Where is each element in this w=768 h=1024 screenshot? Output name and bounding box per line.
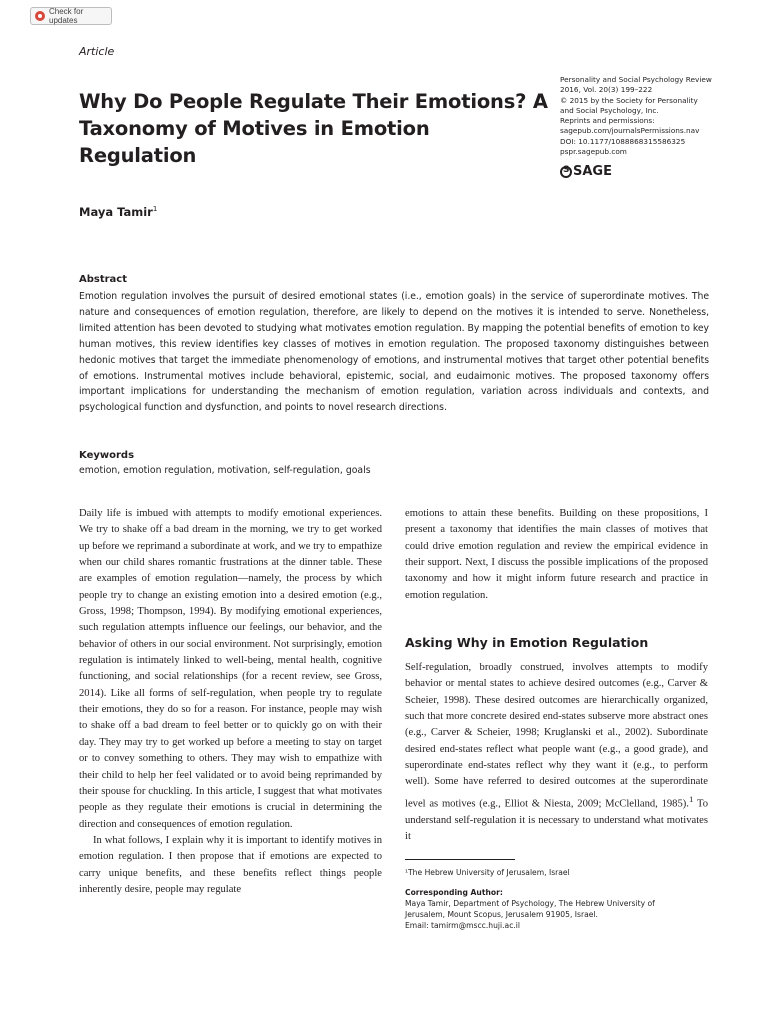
article-type-label: Article: [79, 45, 115, 58]
journal-info-line: Reprints and permissions:: [560, 116, 655, 126]
journal-info-line: sagepub.com/journalsPermissions.nav: [560, 126, 700, 136]
section-heading: Asking Why in Emotion Regulation: [405, 635, 649, 650]
sage-logo-icon: [560, 166, 572, 178]
body-paragraph: In what follows, I explain why it is important to identify motives in emotion regulation. I then propose that if emotions are expected to carry unique benefits, and these benefits reflect things people inherently desire, people may regulate: [79, 834, 382, 895]
affiliation-footnote: ¹The Hebrew University of Jerusalem, Israel: [405, 868, 570, 877]
journal-info-line: Personality and Social Psychology Review: [560, 75, 712, 84]
article-title: Why Do People Regulate Their Emotions? A Taxonomy of Motives in Emotion Regulation: [79, 90, 548, 167]
corresponding-author-line: Maya Tamir, Department of Psychology, The Hebrew University of: [405, 899, 655, 908]
keywords-heading: Keywords: [79, 450, 135, 461]
footnotes: [405, 867, 708, 931]
journal-info-line: © 2015 by the Society for Personality: [560, 95, 698, 105]
journal-info: [560, 75, 760, 157]
corresponding-author-line: Jerusalem, Mount Scopus, Jerusalem 91905, Israel.: [405, 910, 598, 919]
corresponding-author-heading: Corresponding Author:: [405, 888, 503, 897]
author-name-text: Maya Tamir: [79, 205, 153, 219]
abstract-text: Emotion regulation involves the pursuit of desired emotional states (i.e., emotion goals) in the service of superordinate motives. The nature and consequences of emotion regulation, therefore, are likely to depend on the motives it is intended to serve. Nonetheless, limited attention has been devoted to studying what motivates emotion regulation. By mapping the potential benefits of emotion to key human motives, this review identifies key classes of motives in emotion regulation. The proposed taxonomy distinguishes between hedonic motives that target the immediate phenomenology of emotions, and instrumental motives that target other potential benefits of emotions. Instrumental motives include behavioral, epistemic, social, and eudaimonic motives. The proposed taxonomy offers important implications for understanding the mechanism of emotion regulation, variation across individuals and contexts, and psychological function and dysfunction, and points to novel research directions.: [79, 291, 709, 414]
check-for-updates-icon: [35, 11, 45, 21]
keywords-text: emotion, emotion regulation, motivation, self-regulation, goals: [79, 465, 371, 476]
publisher-logo-text: SAGE: [573, 164, 612, 179]
footnote-divider: [405, 859, 515, 860]
author-name: [79, 205, 157, 219]
journal-info-line: and Social Psychology, Inc.: [560, 105, 659, 115]
journal-info-line: 2016, Vol. 20(3) 199–222: [560, 85, 653, 95]
body-column-left: [79, 506, 382, 898]
body-paragraph: [405, 660, 708, 845]
body-paragraph-text: To understand self-regulation it is necessary to understand what motivates it: [405, 798, 708, 842]
body-paragraph: emotions to attain these benefits. Building on these propositions, I present a taxonomy that identifies the main classes of motives that could drive emotion regulation and review the empirical evidence in their support. Next, I discuss the possible implications of the proposed taxonomy and how it might inform future research and practice in emotion regulation.: [405, 508, 708, 601]
author-affiliation-mark: 1: [152, 205, 158, 214]
publisher-logo: [560, 164, 612, 179]
abstract-heading: Abstract: [79, 274, 128, 285]
check-for-updates-badge[interactable]: [30, 7, 112, 25]
journal-info-line: DOI: 10.1177/1088868315586325: [560, 136, 686, 146]
check-for-updates-label: Check for updates: [49, 7, 84, 25]
body-paragraph-text: Self-regulation, broadly construed, involves attempts to modify behavior or mental states to achieve desired outcomes (e.g., Carver & Scheier, 1998). These desired outcomes are hierarchically organized, such that more concrete desired end-states subserve more abstract ones (e.g., Carver & Scheier, 1998; Kruglanski et al., 2002). Subordinate desired end-states reflect what people want (e.g., a good grade), and superordinate end-states reflect why they want it (e.g., to perform well). Some have referred to desired outcomes at the superordinate level as motives (e.g., Elliot & Niesta, 2009; McClelland, 1985).: [405, 662, 708, 810]
body-column-right: [405, 506, 708, 604]
body-paragraph: Daily life is imbued with attempts to modify emotional experiences. We try to shake off a bad dream in the morning, we try to get worked up before we reprimand a subordinate at work, and we try to empathize when our child shares romantic frustrations at the dinner table. These are examples of emotion regulation—namely, the process by which people try to change an existing emotion into a desired emotion (e.g., Gross, 1998; Thompson, 1994). By modifying emotional experiences, such regulation attempts influence our feelings, our behavior, and the behavior of others in our social environment. Not surprisingly, emotion regulation is intimately linked to well-being, mental health, cognitive functioning, and social relationships (for a recent review, see Gross, 2014). Like all forms of self-regulation, when people try to regulate their emotions, they do so for a reason. For instance, people may wish to shake off a bad dream to feel better or to quickly go on with their day. They may try to get worked up before a meeting to stay on target or to convey something to others. They may wish to empathize with their child to help her feel validated or to avoid being reprimanded by their spouse for chuckling. In this article, I suggest that what motivates people as they regulate their emotions is crucial in determining the direction and consequences of emotion regulation.: [79, 508, 382, 830]
endnote-mark[interactable]: 1: [688, 793, 694, 804]
body-column-right-section: [405, 660, 708, 845]
journal-info-line: pspr.sagepub.com: [560, 147, 627, 157]
corresponding-author-email[interactable]: Email: tamirm@mscc.huji.ac.il: [405, 921, 520, 930]
